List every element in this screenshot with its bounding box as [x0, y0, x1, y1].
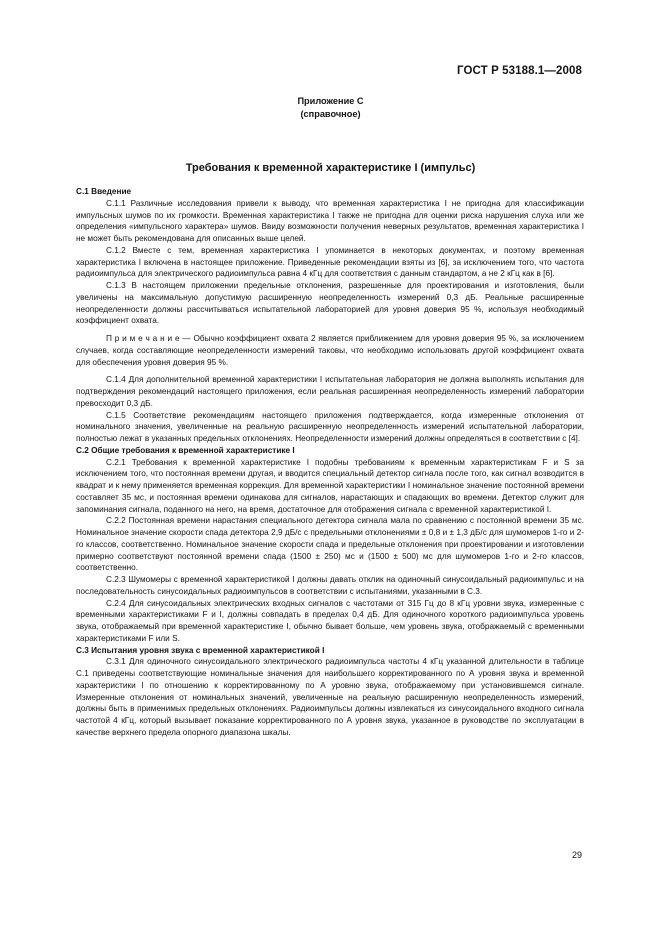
page-number: 29	[571, 850, 582, 860]
paragraph: С.2.1 Требования к временной характеристике I подобны требованиям к временным характеристикам F и S за исключением того, что постоянная времени другая, и вводится специальный детектор сигнала после того, как сигнал возводится в квадрат и к нему применяется временная коррекция. Для временной характеристики I номинальное значение постоянной времени составляет 35 мс, и постоянная времени одинакова для сигналов, нарастающих и спадающих во времени. Детектор служит для запоминания сигнала, поданного на него, на время, достаточное для отображения сигнала с временной характеристикой I.	[76, 457, 584, 514]
paragraph: С.1.3 В настоящем приложении предельные отклонения, разрешенные для проектирования и изготовления, были увеличены на максимальную допустимую расширенную неопределенность измерений 0,3 дБ. Реальные расширенные неопределенности должны рассчитываться испытательной лабораторией для уровня доверия 95 %, используя необходимый коэффициент охвата.	[76, 281, 584, 326]
paragraph: С.1.5 Соответствие рекомендациям настоящего приложения подтверждается, когда измеренные отклонения от номинального значения, увеличенные на реальную расширенную неопределенность измерений испытательной лаборатории, полностью лежат в указанных предельных отклонениях. Неопределенности измерений должны определяться в соответствии с [4].	[76, 410, 584, 443]
standard-number: ГОСТ Р 53188.1—2008	[457, 65, 582, 77]
paragraph: С.2.2 Постоянная времени нарастания специального детектора сигнала мала по сравнению с постоянной времени 35 мс. Номинальное значение скорости спада детектора 2,9 дБ/с с предельными отклонениями ± 0,8 и ± 1,3 дБ/с для шумомеров 1-го и 2-го классов, соответственно. Номинальное значение скорости спада и предельные отклонения при проектировании и изготовлении примерно соответствуют постоянной времени спада (1500 ± 250) мс и (1500 ± 500) мс для шумомеров 1-го и 2-го классов, соответственно.	[76, 516, 584, 573]
section-heading: С.3 Испытания уровня звука с временной характеристикой I	[76, 645, 325, 655]
paragraph: С.1.4 Для дополнительной временной характеристики I испытательная лаборатория не должна выполнять испытания для подтверждения рекомендаций настоящего приложения, если реальная расширенная неопределенность измерений лаборатории превосходит 0,3 дБ.	[76, 375, 584, 408]
paragraph: С.1.2 Вместе с тем, временная характеристика I упоминается в некоторых документах, и поэтому временная характеристика I включена в настоящее приложение. Приведенные рекомендации взяты из [6], за исключением того, что частота радиоимпульса для электрического радиоимпульса равна 4 кГц для соответствия с данным стандартом, а не 2 кГц как в [6].	[76, 245, 584, 279]
appendix-type: (справочное)	[300, 109, 361, 119]
document-body	[76, 186, 584, 739]
appendix-label: Приложение С	[297, 96, 364, 106]
note: П р и м е ч а н и е — Обычно коэффициент охвата 2 является приближением для уровня доверия 95 %, за исключением случаев, когда составляющие неопределенности измерений таковы, что необходимо использовать другой коэффициент охвата для обеспечения уровня доверия 95 %.	[76, 334, 584, 367]
paragraph: С.1.1 Различные исследования привели к выводу, что временная характеристика I не пригодна для классификации импульсных шумов по их громкости. Временная характеристика I также не пригодна для оценки риска нарушения слуха или же определения «импульсного характера» шумов. Ввиду возможности получения неверных результатов, временная характеристика I не может быть рекомендована для описанных выше целей.	[76, 198, 584, 243]
appendix-heading	[0, 95, 661, 121]
paragraph: С.2.4 Для синусоидальных электрических входных сигналов с частотами от 315 Гц до 8 кГц уровни звука, измеренные с временными характеристиками F и I, должны совпадать в пределах 0,4 дБ. Для одиночного короткого радиоимпульса уровень звука, отображаемый при временной характеристике I, обычно бывает больше, чем уровень звука, отображаемый с временными характеристиками F или S.	[76, 598, 584, 643]
page-title: Требования к временной характеристике I (импульс)	[185, 162, 476, 174]
section-heading: С.2 Общие требования к временной характеристике I	[76, 445, 295, 455]
paragraph: С.2.3 Шумомеры с временной характеристикой I должны давать отклик на одиночный синусоидальный радиоимпульс и на последовательность синусоидальных радиоимпульсов в соответствии с испытаниями, указанными в С.3.	[76, 575, 584, 596]
section-heading: С.1 Введение	[76, 187, 132, 196]
paragraph: С.3.1 Для одиночного синусоидального электрического радиоимпульса частоты 4 кГц указанной длительности в таблице С.1 приведены соответствующие номинальные значения для наибольшего корректированного по А уровня звука и временной характеристики I по отношению к корректированному по А уровню звука, отображаемому при установившемся сигнале. Измеренные отклонения от номинальных значений, увеличенные на реальную расширенную неопределенность измерений, должны быть в применимых предельных отклонениях. Радиоимпульсы должны извлекаться из синусоидального входного сигнала частотой 4 кГц, который вызывает показание корректированного по А уровня звука, указанное в руководстве по эксплуатации в качестве верхнего предела опорного диапазона шкалы.	[76, 657, 584, 737]
